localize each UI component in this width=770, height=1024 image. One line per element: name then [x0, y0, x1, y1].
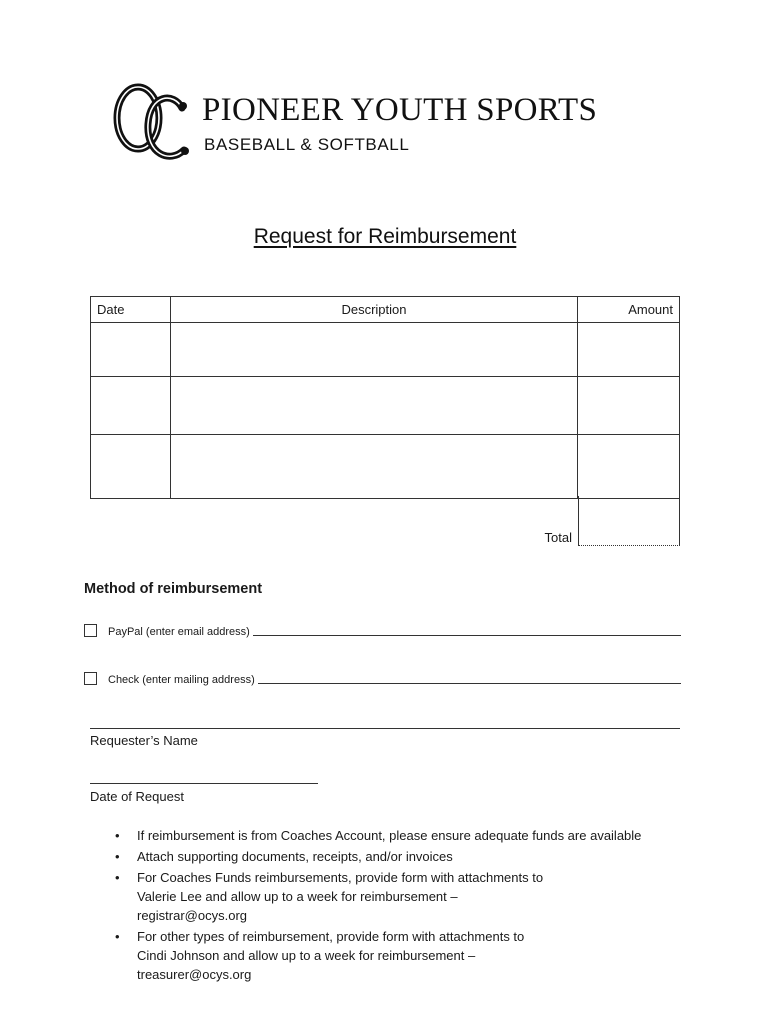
note-line: • For Coaches Funds reimbursements, provide form with attachments to: [137, 870, 544, 885]
amount-cell[interactable]: [578, 435, 680, 499]
description-cell[interactable]: [170, 323, 577, 377]
expense-table: [90, 296, 680, 499]
instructions-list: [112, 826, 702, 986]
table-row: [91, 323, 680, 377]
total-label: Total: [544, 530, 572, 545]
amount-cell[interactable]: [578, 377, 680, 435]
note-line: • For other types of reimbursement, provide form with attachments to: [137, 929, 525, 944]
note-line: Valerie Lee and allow up to a week for reimbursement –: [137, 889, 458, 904]
date-of-request-field[interactable]: [90, 783, 318, 784]
table-row: [91, 377, 680, 435]
date-cell[interactable]: [91, 377, 171, 435]
paypal-option: [84, 622, 681, 638]
list-item: [112, 826, 702, 845]
description-cell[interactable]: [170, 377, 577, 435]
check-address-field[interactable]: [258, 683, 681, 684]
amount-cell[interactable]: [578, 323, 680, 377]
paypal-label: PayPal (enter email address): [108, 626, 250, 638]
note-line: • If reimbursement is from Coaches Account, please ensure adequate funds are available: [137, 828, 642, 843]
date-cell[interactable]: [91, 435, 171, 499]
check-option: [84, 670, 681, 686]
check-checkbox[interactable]: [84, 672, 97, 685]
registrar-email: registrar@ocys.org: [137, 908, 248, 923]
requester-name-field[interactable]: [90, 728, 680, 729]
oc-monogram-logo: [108, 80, 192, 176]
paypal-checkbox[interactable]: [84, 624, 97, 637]
org-name: PIONEER YOUTH SPORTS: [202, 92, 598, 128]
check-label: Check (enter mailing address): [108, 674, 255, 686]
header-amount: Amount: [578, 297, 680, 323]
list-item: [112, 847, 702, 866]
note-line: • Attach supporting documents, receipts, and/or invoices: [137, 849, 453, 864]
table-row: [91, 435, 680, 499]
total-amount-field[interactable]: [578, 496, 680, 546]
org-subtitle: BASEBALL & SOFTBALL: [204, 135, 410, 154]
table-header-row: [91, 297, 680, 323]
requester-name-label: Requester’s Name: [90, 733, 198, 748]
date-of-request-label: Date of Request: [90, 789, 184, 804]
form-title: Request for Reimbursement: [253, 225, 517, 248]
header-description: Description: [170, 297, 577, 323]
description-cell[interactable]: [170, 435, 577, 499]
list-item: [112, 868, 702, 925]
note-line: Cindi Johnson and allow up to a week for reimbursement –: [137, 948, 476, 963]
treasurer-email: treasurer@ocys.org: [137, 967, 252, 982]
header-date: Date: [91, 297, 171, 323]
date-cell[interactable]: [91, 323, 171, 377]
paypal-email-field[interactable]: [253, 635, 681, 636]
list-item: [112, 927, 702, 984]
method-heading: Method of reimbursement: [84, 581, 263, 597]
